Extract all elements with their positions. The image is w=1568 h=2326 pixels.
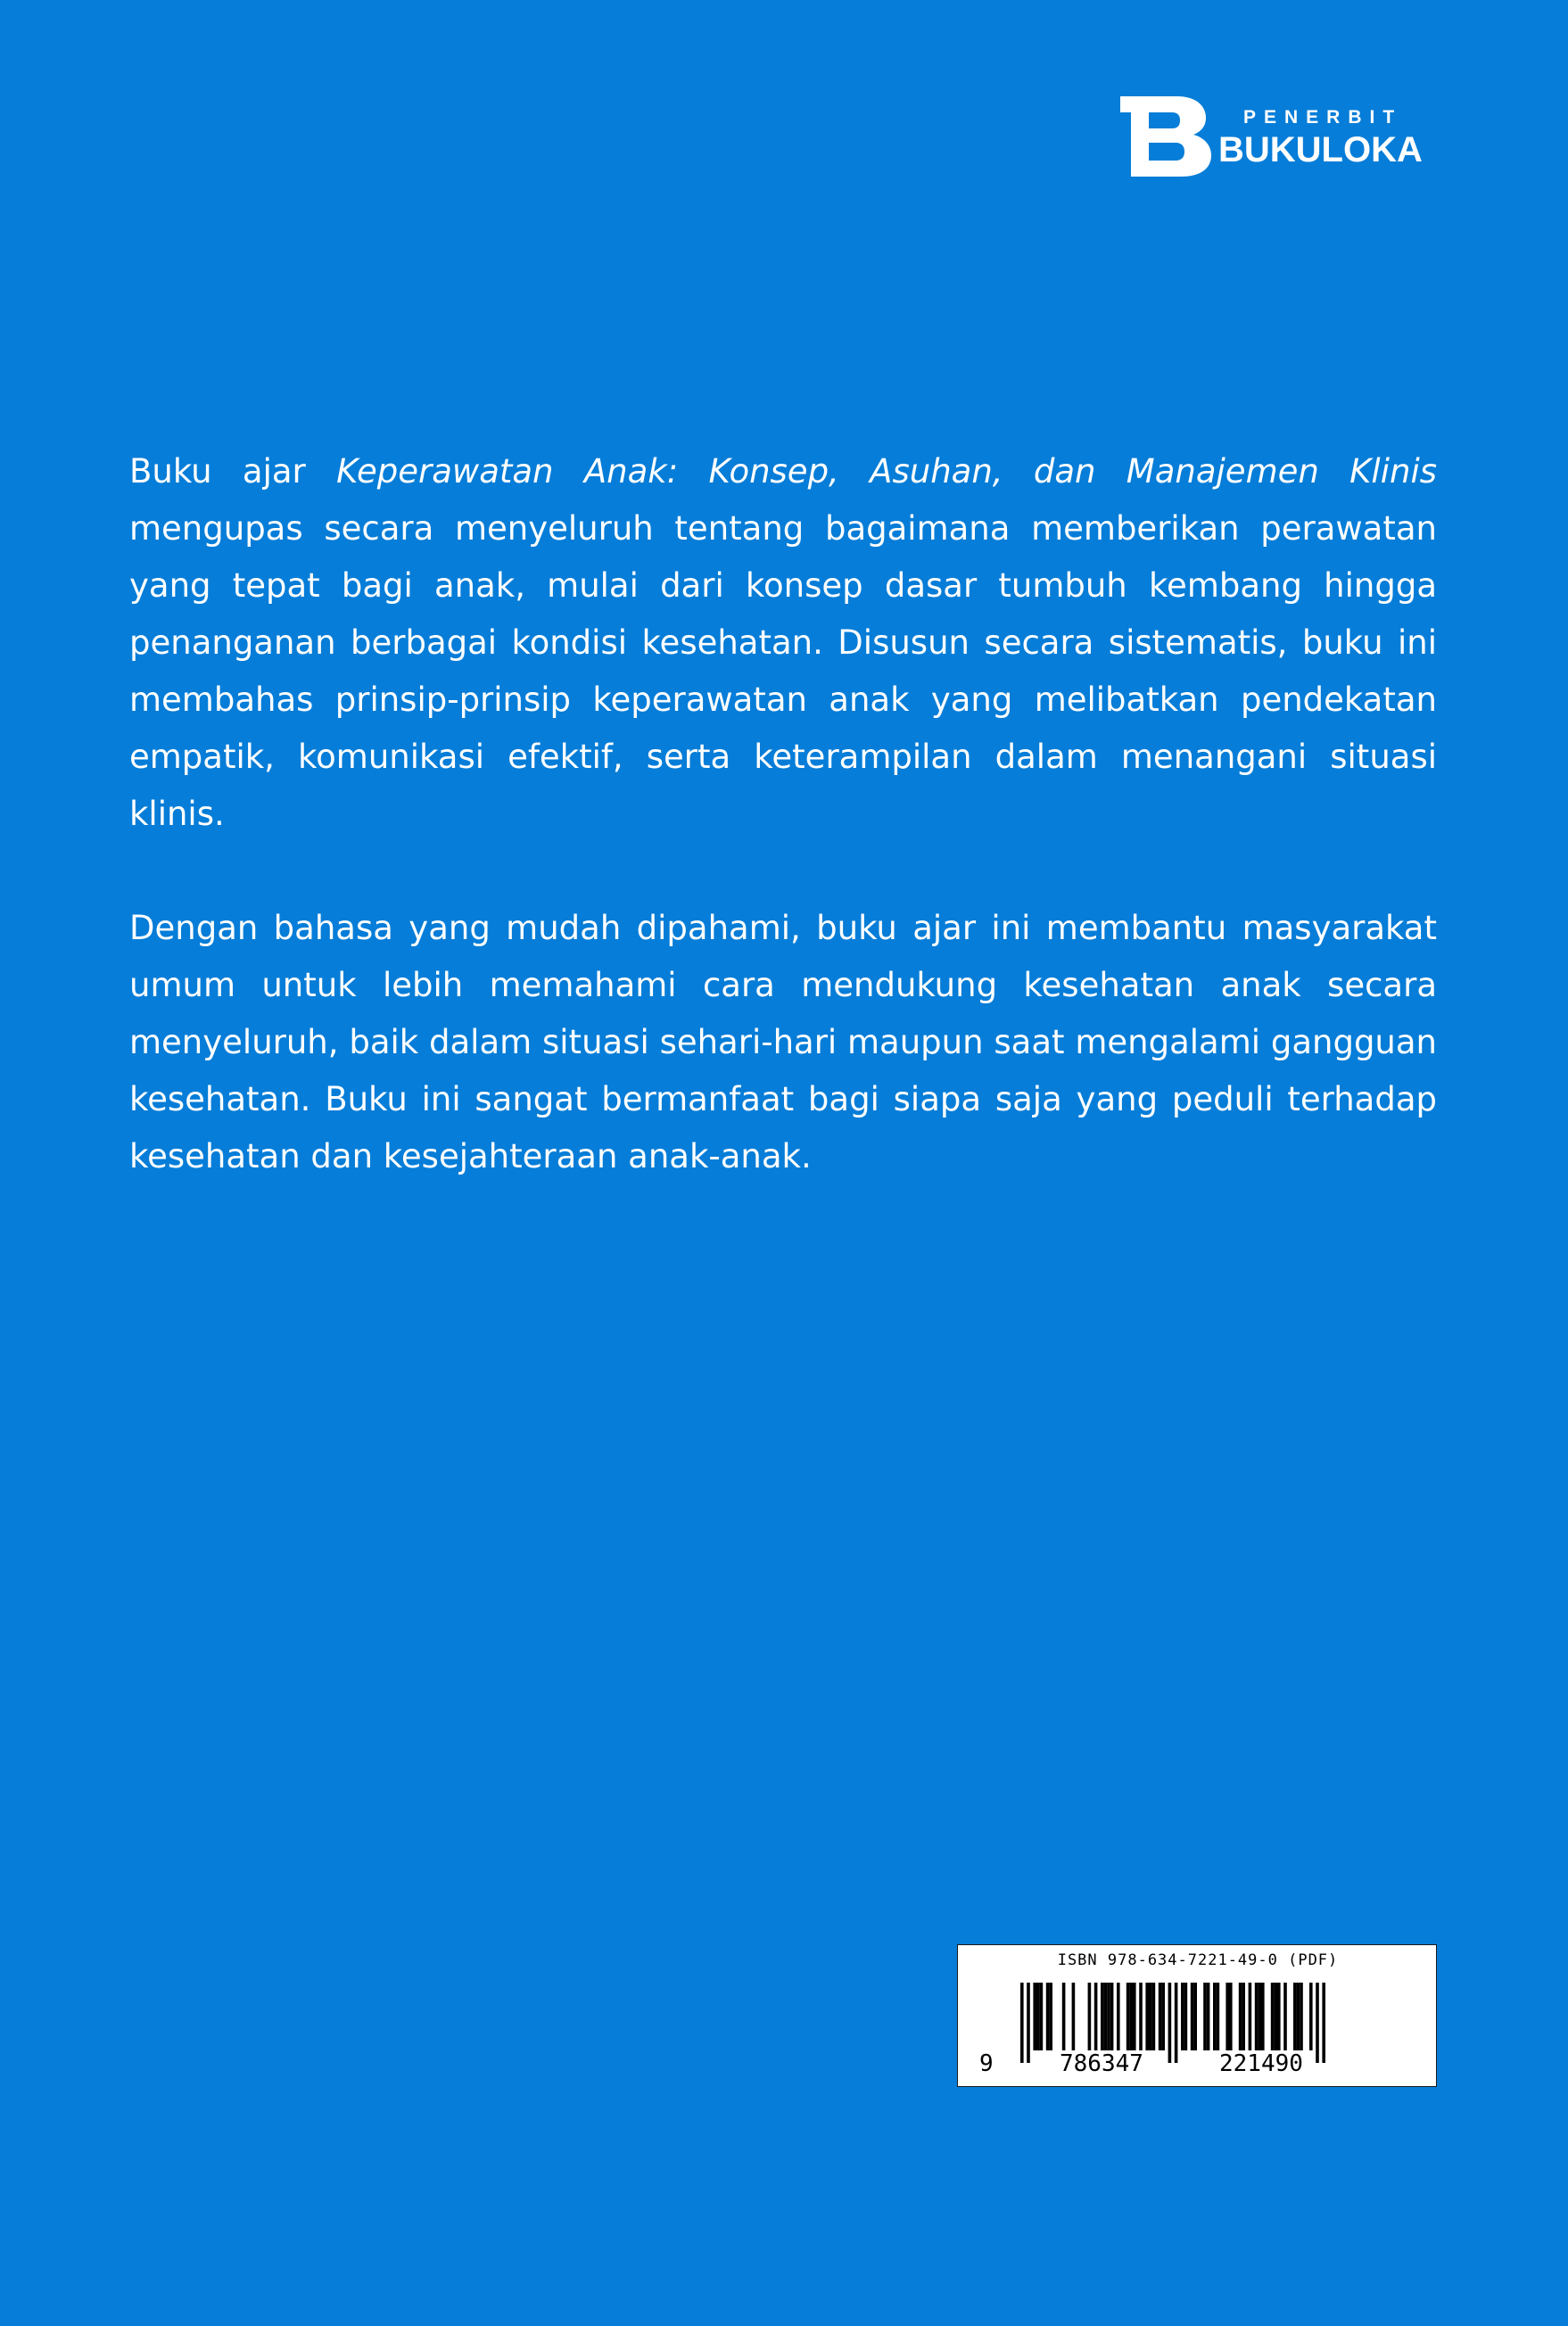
barcode-bar (1107, 1983, 1110, 2050)
barcode-digits-left: 786347 (1060, 2050, 1143, 2077)
barcode-bar (1072, 1983, 1076, 2050)
barcode-bar (1297, 1983, 1300, 2050)
barcode-bar (1094, 1983, 1098, 2050)
barcode-bar (1249, 1983, 1252, 2050)
publisher-logo (1120, 96, 1438, 177)
barcode-digits-right: 221490 (1219, 2050, 1303, 2077)
barcode-bar (1258, 1983, 1261, 2050)
barcode-bar (1242, 1983, 1245, 2050)
barcode-bar (1101, 1983, 1104, 2050)
barcode-bar (1239, 1983, 1242, 2050)
barcode-bar (1261, 1983, 1265, 2050)
description-paragraph-2: Dengan bahasa yang mudah dipahami, buku ajar ini membantu masyarakat umum untuk lebih memahami cara mendukung kesehatan anak secara menyeluruh, baik dalam situasi sehari-hari maupun saat mengalami gangguan kesehatan. Buku ini sangat bermanfaat bagi siapa saja yang peduli terhadap kesehatan dan kesejahteraan anak-anak. (129, 909, 1437, 1175)
barcode-bar (1271, 1983, 1275, 2050)
barcode-bar (1149, 1983, 1152, 2050)
book-description (129, 443, 1437, 1185)
barcode-bar (1181, 1983, 1184, 2050)
barcode-bar (1133, 1983, 1136, 2050)
isbn-label: ISBN 978-634-7221-49-0 (PDF) (1057, 1951, 1339, 1969)
barcode-bar (1300, 1983, 1303, 2050)
description-body: mengupas secara menyeluruh tentang bagaimana memberikan perawatan yang tepat bagi anak, mulai dari konsep dasar tumbuh kembang hingga penanganan berbagai kondisi kesehatan. Disusun secara sistematis, buku ini membahas prinsip-prinsip keperawatan anak yang melibatkan pendekatan empatik, komunikasi efektif, serta keterampilan dalam menangani situasi klinis. (129, 509, 1437, 833)
barcode-bar (1217, 1983, 1220, 2050)
barcode-bar (1088, 1983, 1092, 2050)
barcode-bar (1027, 1983, 1030, 2063)
b-logo-icon (1120, 96, 1211, 177)
barcode-bar (1213, 1983, 1217, 2050)
barcode-bar (1152, 1983, 1156, 2050)
description-paragraph-1 (129, 443, 1437, 843)
barcode-bar (1255, 1983, 1259, 2050)
barcode-bar (1139, 1983, 1143, 2050)
barcode-bar (1184, 1983, 1188, 2050)
barcode-bar (1226, 1983, 1229, 2050)
barcode-bar (1040, 1983, 1044, 2050)
publisher-name: BUKULOKA (1218, 130, 1423, 169)
barcode-bar (1020, 1983, 1024, 2063)
barcode-bar (1129, 1983, 1133, 2050)
barcode-bar (1104, 1983, 1108, 2050)
barcode-bar (1277, 1983, 1281, 2050)
barcode-bar (1126, 1983, 1130, 2050)
barcode-digit-first: 9 (979, 2050, 994, 2077)
barcode-bar (1175, 1983, 1178, 2063)
barcode-bar (1193, 1983, 1197, 2050)
publisher-label: PENERBIT (1243, 107, 1403, 128)
barcode-bar (1229, 1983, 1233, 2050)
barcode-bar (1191, 1983, 1194, 2050)
barcode-bar (1049, 1983, 1052, 2050)
barcode-bar (1046, 1983, 1050, 2050)
barcode-bar (1161, 1983, 1165, 2050)
barcode-bar (1293, 1983, 1297, 2050)
isbn-barcode (957, 1944, 1437, 2087)
barcode-bar (1274, 1983, 1277, 2050)
barcode-bar (1117, 1983, 1120, 2050)
barcode-bar (1033, 1983, 1036, 2050)
barcode-bar (1062, 1983, 1066, 2050)
barcode-bar (1036, 1983, 1040, 2050)
barcode-bar (1203, 1983, 1207, 2050)
barcode-bar (1207, 1983, 1210, 2050)
barcode-bar (1309, 1983, 1313, 2050)
barcode-bar (1283, 1983, 1287, 2050)
description-lead: Buku ajar (129, 452, 337, 491)
barcode-bar (1168, 1983, 1172, 2063)
barcode-bar (1110, 1983, 1114, 2050)
barcode-bar (1145, 1983, 1149, 2050)
book-title: Keperawatan Anak: Konsep, Asuhan, dan Manajemen Klinis (336, 452, 1437, 491)
barcode-bar (1159, 1983, 1162, 2050)
barcode-bars (958, 1945, 1438, 2088)
barcode-bar (1316, 1983, 1319, 2063)
barcode-bar (1322, 1983, 1325, 2063)
